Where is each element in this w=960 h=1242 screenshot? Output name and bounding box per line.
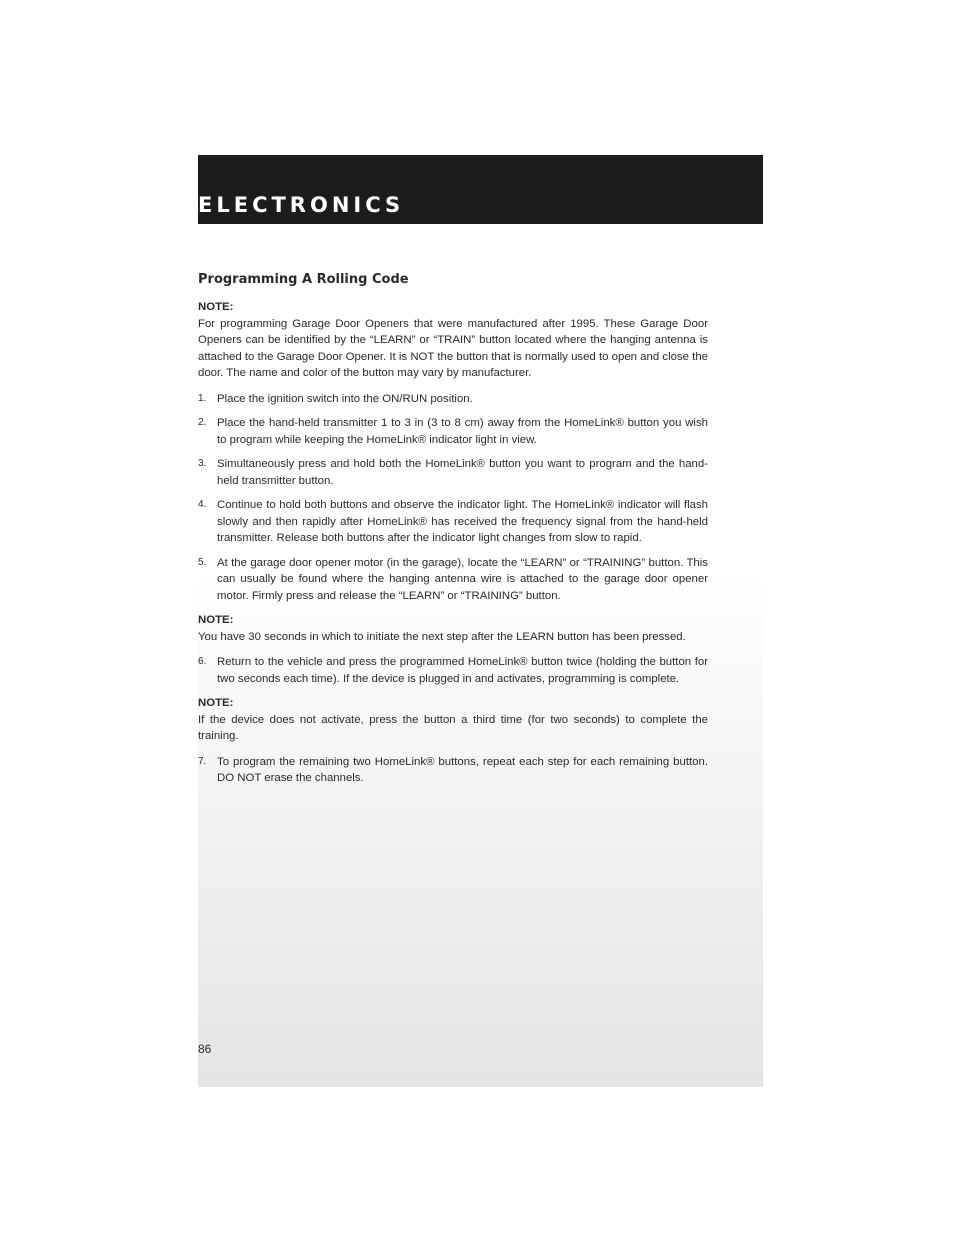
- step-text: To program the remaining two HomeLink® buttons, repeat each step for each remaining button. DO NOT erase the channels.: [217, 755, 708, 784]
- step-item: [198, 654, 708, 687]
- page-content: [198, 272, 708, 795]
- step-item: [198, 456, 708, 489]
- step-item: [198, 497, 708, 547]
- steps-list: [198, 654, 708, 687]
- step-item: [198, 391, 708, 408]
- note-label: NOTE:: [198, 614, 234, 626]
- note-text: If the device does not activate, press the button a third time (for two seconds) to complete the training.: [198, 713, 708, 742]
- steps-list: [198, 754, 708, 787]
- step-number: 1.: [198, 392, 207, 404]
- step-number: 3.: [198, 458, 207, 469]
- step-number: 6.: [198, 656, 207, 667]
- step-text: Place the hand-held transmitter 1 to 3 in (3 to 8 cm) away from the HomeLink® button you wish to program while keeping the HomeLink® indicator light in view.: [217, 417, 708, 446]
- step-number: 4.: [198, 499, 207, 510]
- step-text: Place the ignition switch into the ON/RUN position.: [217, 392, 473, 405]
- step-item: [198, 555, 708, 605]
- chapter-title: ELECTRONICS: [198, 193, 405, 217]
- step-text: Continue to hold both buttons and observe the indicator light. The HomeLink® indicator will flash slowly and then rapidly after HomeLink® has received the frequency signal from the hand-held transmitter. Release both buttons after the indicator light changes from slow to rapid.: [217, 499, 708, 544]
- note-text: You have 30 seconds in which to initiate the next step after the LEARN button has been pressed.: [198, 630, 686, 643]
- step-text: Return to the vehicle and press the programmed HomeLink® button twice (holding the button for two seconds each time). If the device is plugged in and activates, programming is complete.: [217, 656, 708, 685]
- note-label: NOTE:: [198, 301, 234, 313]
- step-number: 7.: [198, 755, 207, 767]
- note-block-2: [198, 612, 708, 645]
- step-item: [198, 415, 708, 448]
- step-number: 5.: [198, 556, 207, 568]
- note-text: For programming Garage Door Openers that were manufactured after 1995. These Garage Door Openers can be identified by the “LEARN” or “TRAIN” button located where the hanging antenna is attached to the Garage Door Opener. It is NOT the button that is normally used to open and close the door. The name and color of the button may vary by manufacturer.: [198, 317, 708, 379]
- step-item: [198, 754, 708, 787]
- step-number: 2.: [198, 417, 207, 428]
- note-block-1: [198, 299, 708, 382]
- page-number: 86: [198, 1042, 212, 1056]
- note-block-3: [198, 695, 708, 745]
- step-text: Simultaneously press and hold both the HomeLink® button you want to program and the hand-held transmitter button.: [217, 458, 708, 487]
- step-text: At the garage door opener motor (in the garage), locate the “LEARN” or “TRAINING” button. This can usually be found where the hanging antenna wire is attached to the garage door opener motor. Firmly press and release the “LEARN” or “TRAINING” button.: [217, 556, 708, 602]
- section-heading: Programming A Rolling Code: [198, 272, 409, 287]
- manual-page: [198, 155, 763, 1087]
- steps-list: [198, 391, 708, 605]
- note-label: NOTE:: [198, 697, 234, 709]
